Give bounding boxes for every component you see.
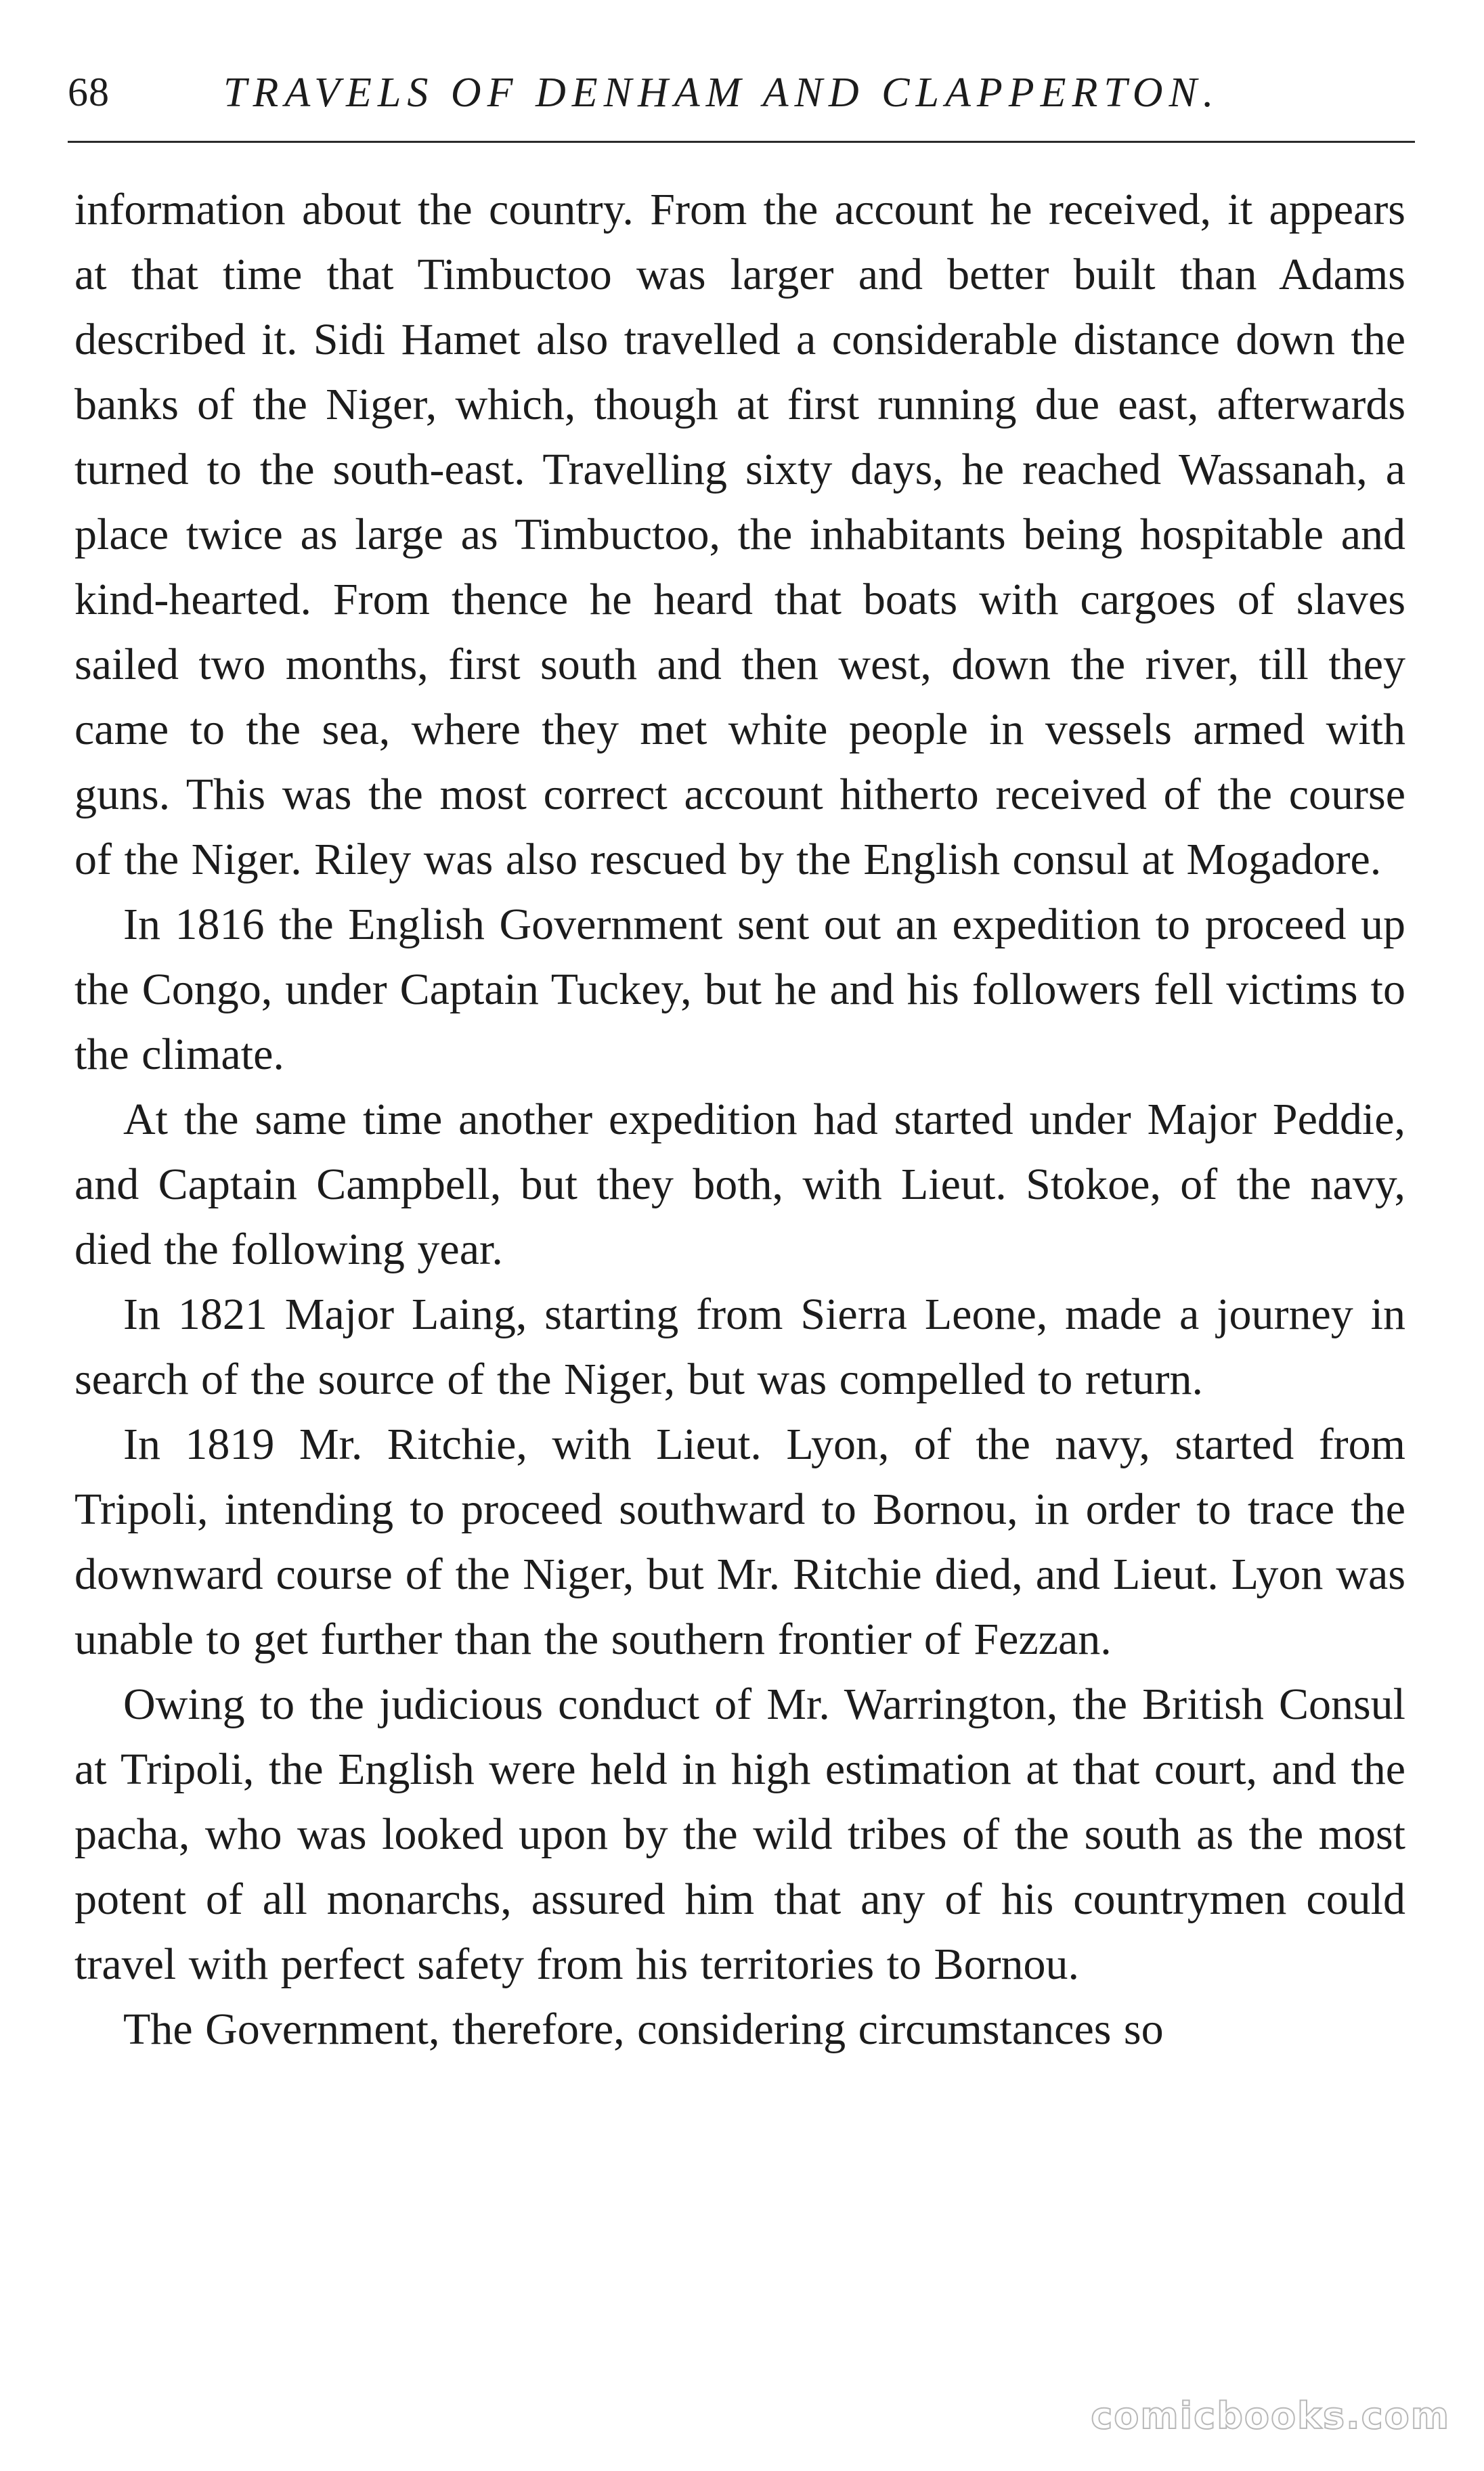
page-number: 68 bbox=[68, 70, 110, 114]
header-divider bbox=[68, 141, 1415, 143]
paragraph: The Government, therefore, considering circumstances so bbox=[123, 2005, 1164, 2054]
paragraph: In 1821 Major Laing, starting from Sierra Leone, made a journey in search of the source of the Niger, but was compelled to return. bbox=[74, 1290, 1405, 1404]
paragraph: In 1819 Mr. Ritchie, with Lieut. Lyon, of the navy, started from Tripoli, intending to proceed southward to Bornou, in order to trace the downward course of the Niger, but Mr. Ritchie died, and Lieut. Lyon was unable to get further than the southern frontier of Fezzan. bbox=[74, 1420, 1405, 1664]
body-text bbox=[74, 177, 1405, 2062]
paragraph: information about the country. From the account he received, it appears at that time that Timbuctoo was larger and better built than Adams described it. Sidi Hamet also travelled a considerable distance down the banks of the Niger, which, though at first running due east, afterwards turned to the south-east. Travelling sixty days, he reached Wassanah, a place twice as large as Timbuctoo, the inhabitants being hospitable and kind-hearted. From thence he heard that boats with cargoes of slaves sailed two months, first south and then west, down the river, till they came to the sea, where they met white people in vessels armed with guns. This was the most correct account hitherto received of the course of the Niger. Riley was also rescued by the English consul at Mogadore. bbox=[74, 185, 1405, 884]
paragraph: At the same time another expedition had started under Major Peddie, and Captain Campbell, but they both, with Lieut. Stokoe, of the navy, died the following year. bbox=[74, 1095, 1405, 1274]
site-watermark: comicbooks.com bbox=[1091, 2395, 1450, 2437]
page-header bbox=[68, 57, 1415, 131]
running-title: TRAVELS OF DENHAM AND CLAPPERTON. bbox=[223, 70, 1220, 116]
paragraph: In 1816 the English Government sent out an expedition to proceed up the Congo, under Captain Tuckey, but he and his followers fell victims to the climate. bbox=[74, 900, 1405, 1079]
paragraph: Owing to the judicious conduct of Mr. Warrington, the British Consul at Tripoli, the English were held in high estimation at that court, and the pacha, who was looked upon by the wild tribes of the south as the most potent of all monarchs, assured him that any of his countrymen could travel with perfect safety from his territories to Bornou. bbox=[74, 1680, 1405, 1989]
